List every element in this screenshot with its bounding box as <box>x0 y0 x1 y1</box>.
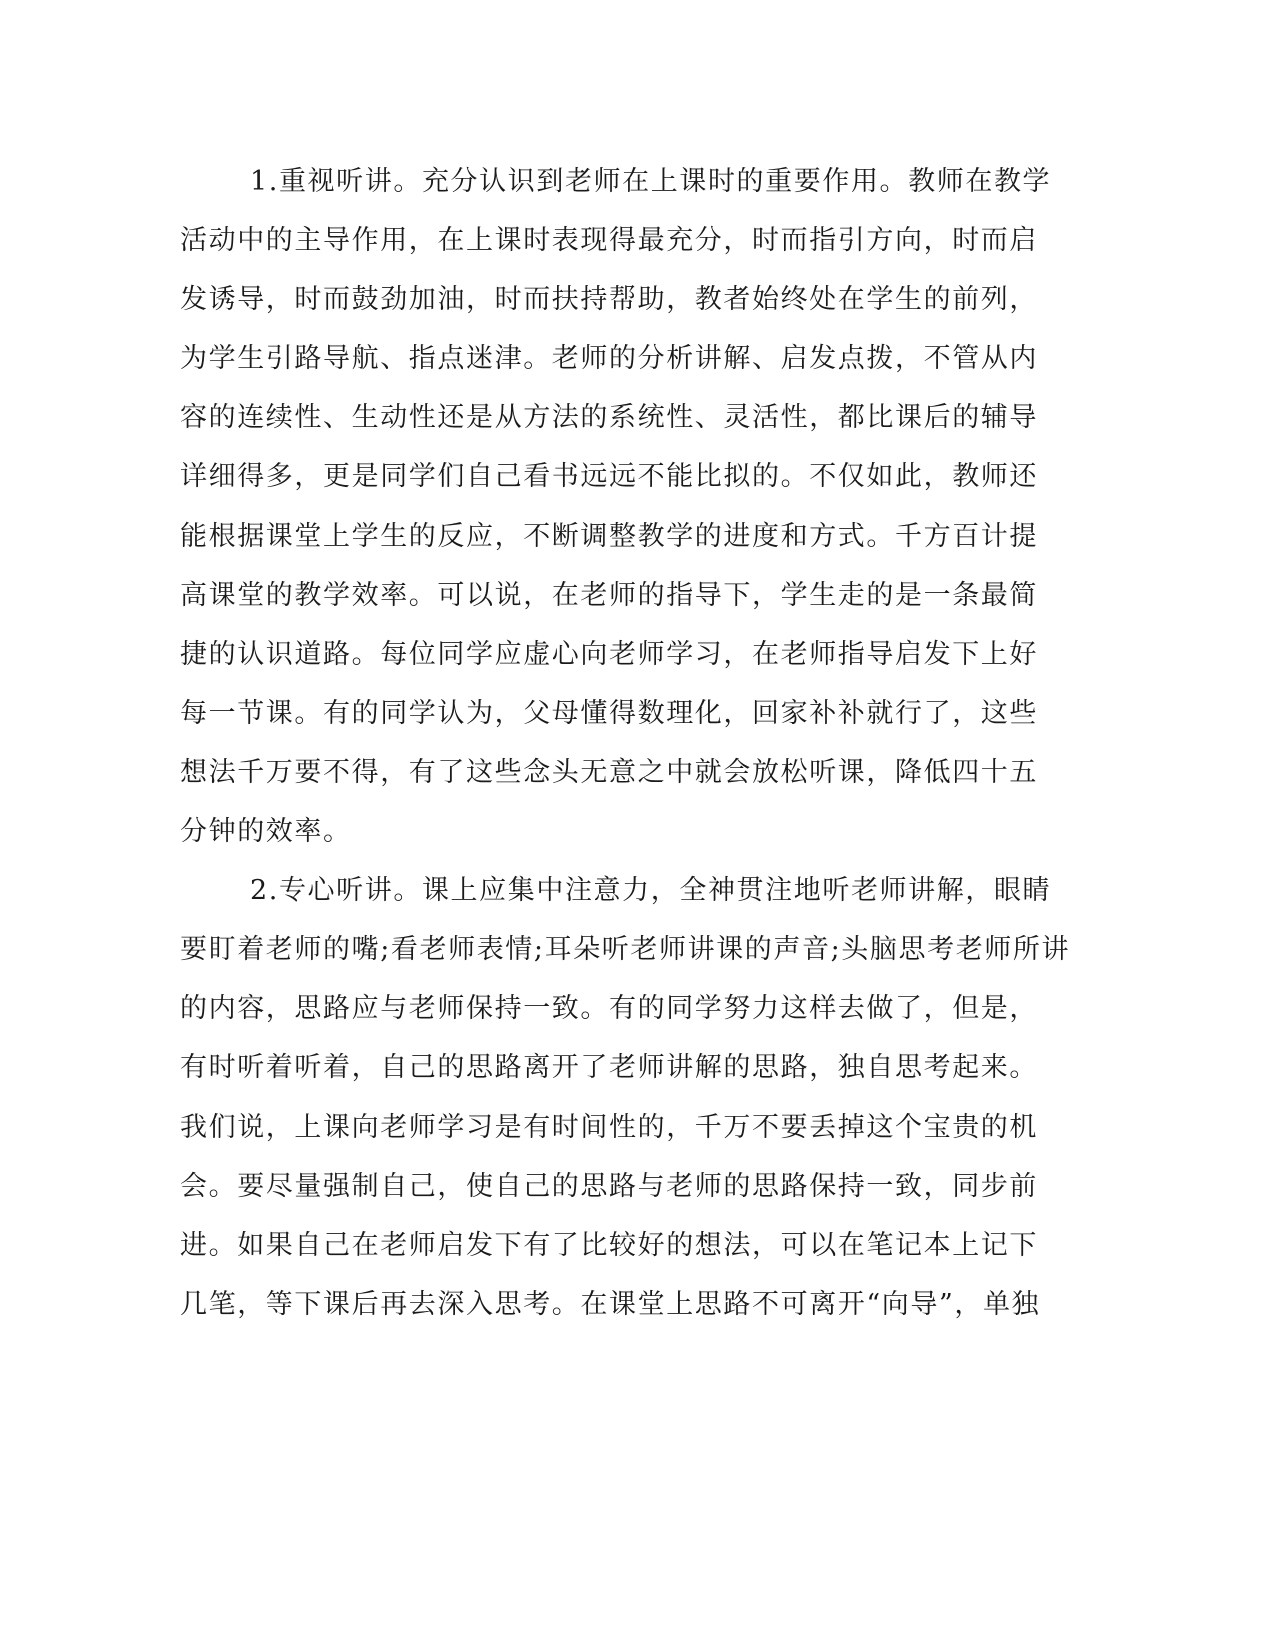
text-line: 分钟的效率。 <box>180 816 352 848</box>
text-line: 1.重视听讲。充分认识到老师在上课时的重要作用。教师在教学 <box>250 166 1052 197</box>
text-line: 为学生引路导航、指点迷津。老师的分析讲解、启发点拨，不管从内 <box>180 343 1038 375</box>
text-line: 几笔，等下课后再去深入思考。在课堂上思路不可离开“向导”，单独 <box>180 1288 1041 1320</box>
text-line: 进。如果自己在老师启发下有了比较好的想法，可以在笔记本上记下 <box>180 1229 1038 1261</box>
text-line: 高课堂的教学效率。可以说，在老师的指导下，学生走的是一条最简 <box>180 579 1038 611</box>
text-line: 发诱导，时而鼓劲加油，时而扶持帮助，教者始终处在学生的前列， <box>180 284 1038 316</box>
paragraph-2 <box>180 872 1071 1345</box>
text-line: 活动中的主导作用，在上课时表现得最充分，时而指引方向，时而启 <box>180 225 1038 257</box>
text-line: 容的连续性、生动性还是从方法的系统性、灵活性，都比课后的辅导 <box>180 402 1038 434</box>
text-line: 有时听着听着，自己的思路离开了老师讲解的思路，独自思考起来。 <box>180 1052 1038 1084</box>
text-line: 要盯着老师的嘴;看老师表情;耳朵听老师讲课的声音;头脑思考老师所讲 <box>180 934 1071 966</box>
text-line: 会。要尽量强制自己，使自己的思路与老师的思路保持一致，同步前 <box>180 1170 1038 1202</box>
text-line: 每一节课。有的同学认为，父母懂得数理化，回家补补就行了，这些 <box>180 697 1038 729</box>
text-line: 想法千万要不得，有了这些念头无意之中就会放松听课，降低四十五 <box>180 756 1038 788</box>
text-line: 2.专心听讲。课上应集中注意力，全神贯注地听老师讲解，眼睛 <box>250 875 1052 907</box>
document-body <box>180 163 1071 1345</box>
text-line: 的内容，思路应与老师保持一致。有的同学努力这样去做了，但是， <box>180 993 1038 1025</box>
text-line: 我们说，上课向老师学习是有时间性的，千万不要丢掉这个宝贵的机 <box>180 1111 1038 1143</box>
paragraph-1 <box>180 163 1060 872</box>
text-line: 详细得多，更是同学们自己看书远远不能比拟的。不仅如此，教师还 <box>180 461 1038 493</box>
text-line: 能根据课堂上学生的反应，不断调整教学的进度和方式。千方百计提 <box>180 520 1038 552</box>
text-line: 捷的认识道路。每位同学应虚心向老师学习，在老师指导启发下上好 <box>180 638 1038 670</box>
